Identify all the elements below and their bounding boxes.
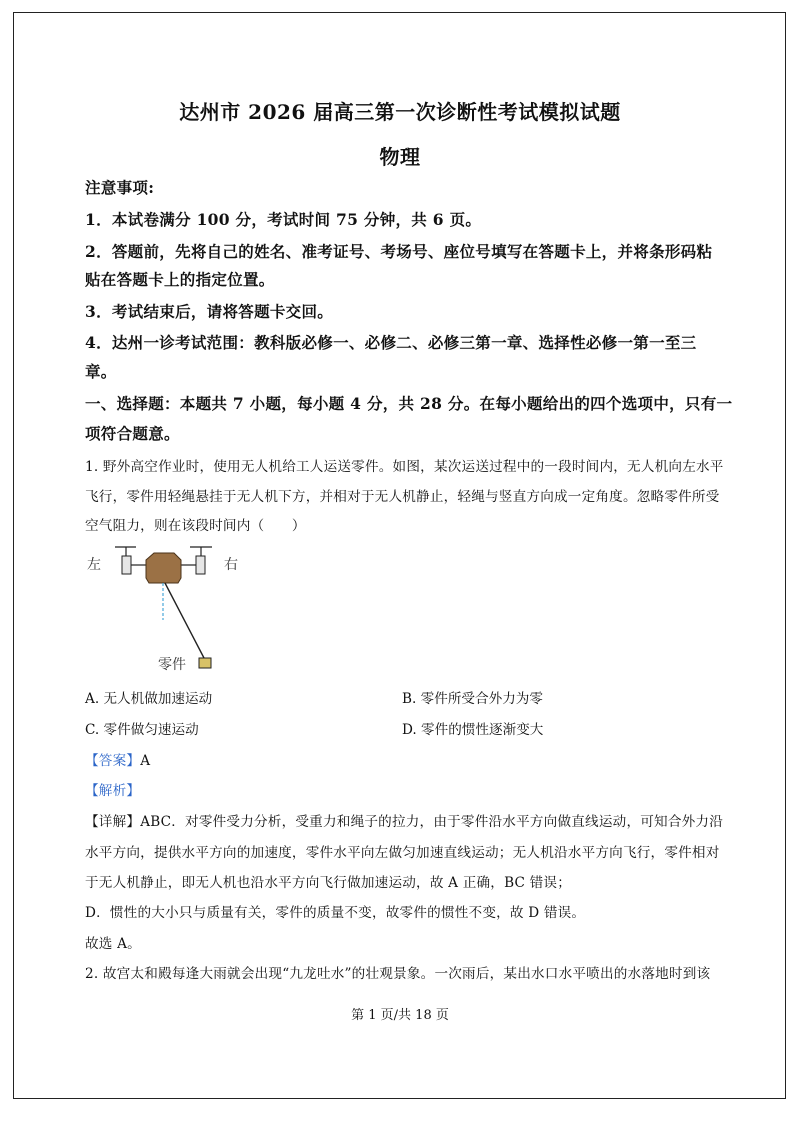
- option-a: A. 无人机做加速运动: [85, 691, 213, 707]
- note-line: 贴在答题卡上的指定位置。: [85, 270, 275, 289]
- detail-line: 水平方向，提供水平方向的加速度，零件水平向左做匀加速直线运动；无人机沿水平方向飞行，零件相对: [85, 845, 720, 861]
- note-line: 3．考试结束后，请将答题卡交回。: [85, 302, 334, 321]
- label-left: 左: [87, 557, 101, 573]
- question-stem-line: 1. 野外高空作业时，使用无人机给工人运送零件。如图，某次运送过程中的一段时间内，无人机向左水平: [85, 459, 724, 475]
- page-footer: 第 1 页/共 18 页: [351, 1008, 449, 1023]
- exam-title: 达州市 2026 届高三第一次诊断性考试模拟试题: [179, 100, 621, 124]
- analysis-line: [85, 779, 140, 799]
- left-rotor: [115, 547, 146, 574]
- detail-line: 于无人机静止，即无人机也沿水平方向飞行做加速运动，故 A 正确，BC 错误；: [85, 875, 572, 891]
- answer-value: A: [140, 753, 151, 769]
- note-line: 2．答题前，先将自己的姓名、准考证号、考场号、座位号填写在答题卡上，并将条形码粘: [85, 242, 713, 261]
- label-right: 右: [224, 557, 238, 573]
- right-rotor: [180, 547, 212, 574]
- question-stem-line: 2. 故宫太和殿每逢大雨就会出现“九龙吐水”的壮观景象。一次雨后，某出水口水平喷出的水落地时到该: [85, 966, 711, 982]
- note-line: 章。: [85, 362, 117, 381]
- part-box: [199, 658, 211, 668]
- note-line: 1．本试卷满分 100 分，考试时间 75 分钟，共 6 页。: [85, 210, 482, 229]
- section-heading: 项符合题意。: [85, 424, 180, 443]
- notes-heading: 注意事项:: [85, 178, 155, 197]
- subject-title: 物理: [379, 145, 421, 169]
- drone-figure: [80, 540, 240, 680]
- label-part: 零件: [158, 657, 186, 673]
- rope: [165, 583, 204, 658]
- option-d: D. 零件的惯性逐渐变大: [402, 722, 544, 738]
- question-stem-line: 空气阻力，则在该段时间内（ ）: [85, 518, 306, 534]
- answer-line: [85, 749, 150, 769]
- detail-tag: 【详解】: [85, 814, 141, 830]
- answer-tag: 【答案】: [85, 753, 141, 769]
- detail-line: 故选 A。: [85, 936, 141, 952]
- option-b: B. 零件所受合外力为零: [402, 691, 543, 707]
- drone-body: [146, 553, 181, 583]
- analysis-tag: 【解析】: [85, 783, 141, 799]
- detail-line: D．惯性的大小只与质量有关，零件的质量不变，故零件的惯性不变，故 D 错误。: [85, 905, 586, 921]
- detail-line: [85, 810, 723, 830]
- option-c: C. 零件做匀速运动: [85, 722, 199, 738]
- note-line: 4．达州一诊考试范围：教科版必修一、必修二、必修三第一章、选择性必修一第一至三: [85, 333, 697, 352]
- detail-text: ABC．对零件受力分析，受重力和绳子的拉力，由于零件沿水平方向做直线运动，可知合外力沿: [140, 814, 723, 830]
- section-heading: 一、选择题：本题共 7 小题，每小题 4 分，共 28 分。在每小题给出的四个选项中，只有一: [85, 394, 733, 413]
- question-stem-line: 飞行，零件用轻绳悬挂于无人机下方，并相对于无人机静止，轻绳与竖直方向成一定角度。忽略零件所受: [85, 489, 720, 505]
